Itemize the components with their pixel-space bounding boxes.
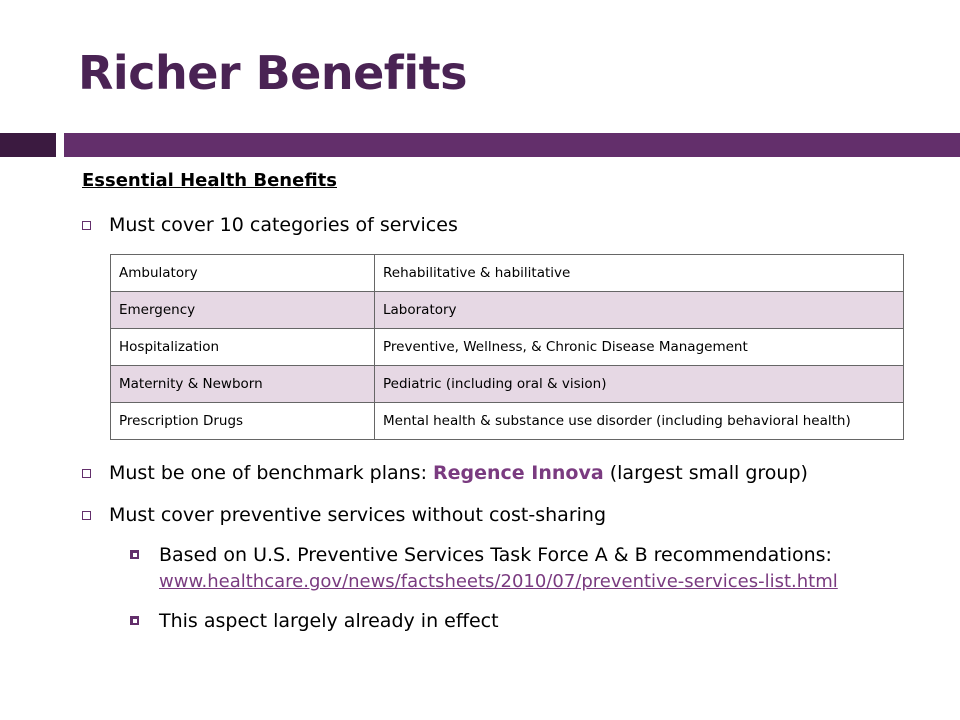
table-row (111, 403, 904, 440)
bullet-benchmark (82, 460, 808, 486)
section-heading: Essential Health Benefits (82, 170, 337, 191)
filled-square-bullet-icon (130, 616, 139, 625)
table-cell: Emergency (111, 292, 375, 329)
bullet-text-suffix: (largest small group) (603, 462, 808, 484)
table-cell: Pediatric (including oral & vision) (375, 366, 904, 403)
table-cell: Maternity & Newborn (111, 366, 375, 403)
categories-table (110, 254, 904, 440)
table-row (111, 255, 904, 292)
table-row (111, 366, 904, 403)
bullet-text-prefix: Must be one of benchmark plans: (109, 462, 434, 484)
header-bar-left (0, 133, 56, 157)
sub-bullet-in-effect (130, 608, 499, 634)
table-cell: Hospitalization (111, 329, 375, 366)
bullet-text: Must cover preventive services without cost-sharing (109, 504, 607, 526)
bullet-categories (82, 212, 458, 238)
table-cell: Prescription Drugs (111, 403, 375, 440)
square-bullet-icon (82, 511, 91, 520)
table-cell: Mental health & substance use disorder (including behavioral health) (375, 403, 904, 440)
table-cell: Rehabilitative & habilitative (375, 255, 904, 292)
table-cell: Preventive, Wellness, & Chronic Disease Management (375, 329, 904, 366)
header-bar (64, 133, 960, 157)
preventive-services-link[interactable]: www.healthcare.gov/news/factsheets/2010/07/preventive-services-list.html (159, 571, 838, 592)
benchmark-plan-name: Regence Innova (433, 462, 604, 484)
sub-bullet-task-force (130, 542, 838, 595)
filled-square-bullet-icon (130, 550, 139, 559)
sub-bullet-text: Based on U.S. Preventive Services Task Force A & B recommendations: (159, 544, 832, 566)
square-bullet-icon (82, 469, 91, 478)
bullet-text: Must cover 10 categories of services (109, 214, 458, 236)
slide-title: Richer Benefits (78, 46, 467, 100)
table-row (111, 292, 904, 329)
bullet-text (109, 460, 808, 486)
table-cell: Laboratory (375, 292, 904, 329)
table-row (111, 329, 904, 366)
bullet-preventive (82, 502, 606, 528)
table-cell: Ambulatory (111, 255, 375, 292)
square-bullet-icon (82, 221, 91, 230)
sub-bullet-text: This aspect largely already in effect (159, 610, 499, 632)
